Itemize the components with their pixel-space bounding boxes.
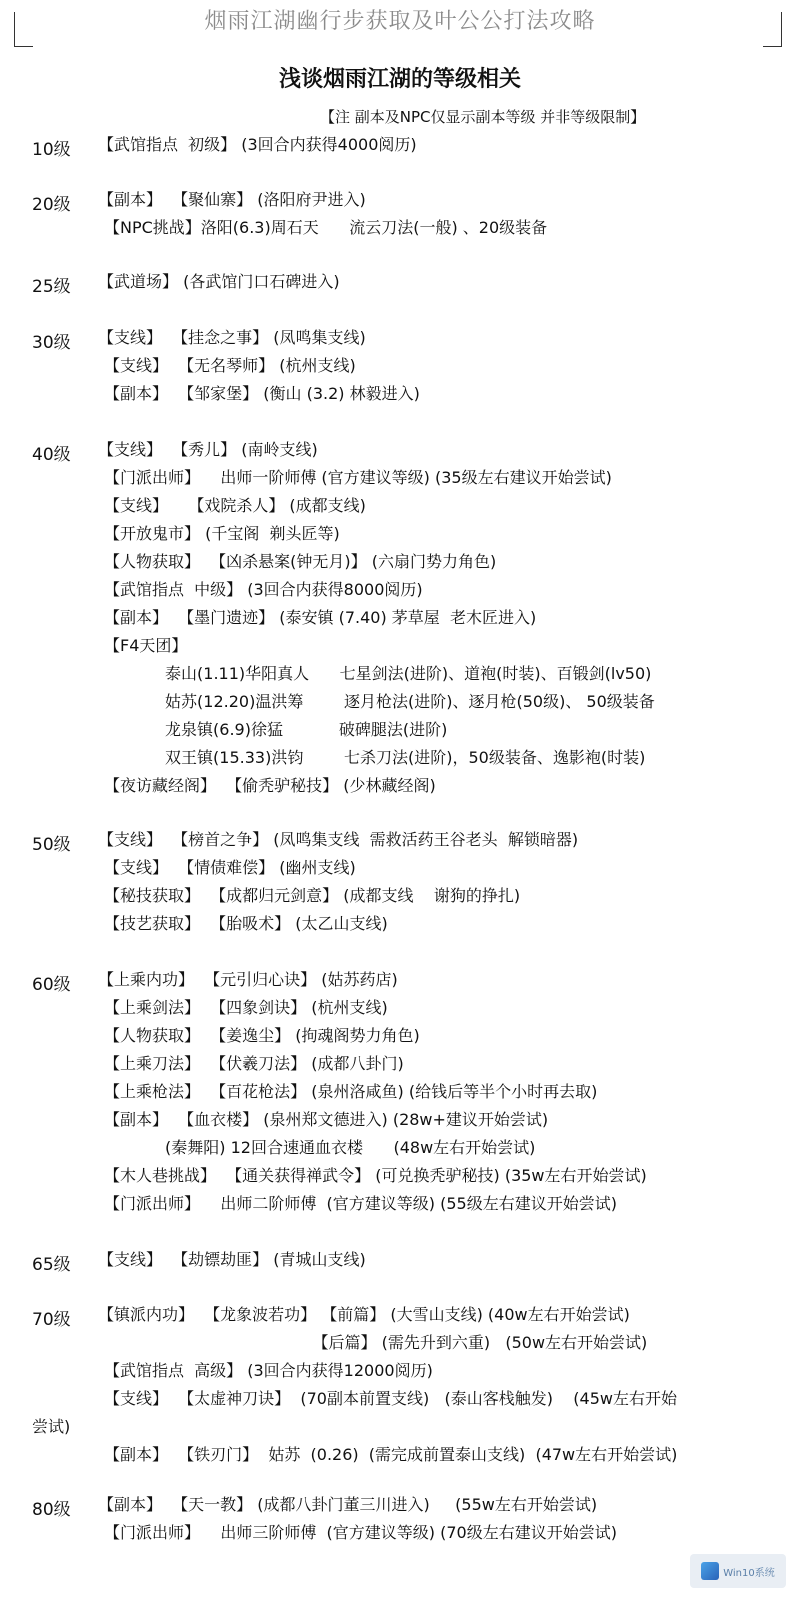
entry-line: 【门派出师】 出师一阶师傅 (官方建议等级) (35级左右建议开始尝试) <box>104 468 612 487</box>
level-label: 80级 <box>32 1500 71 1520</box>
entry-line: 【木人巷挑战】 【通关获得禅武令】 (可兑换秃驴秘技) (35w左右开始尝试) <box>104 1166 647 1185</box>
entry-line: 【NPC挑战】洛阳(6.3)周石天 流云刀法(一般) 、20级装备 <box>104 218 548 237</box>
entry-line: 【镇派内功】 【龙象波若功】 【前篇】 (大雪山支线) (40w左右开始尝试) <box>98 1305 630 1324</box>
entry-line: 【支线】 【秀儿】 (南岭支线) <box>98 440 318 459</box>
entry-line: 【F4天团】 <box>104 636 188 655</box>
entry-line: 【上乘内功】 【元引归心诀】 (姑苏药店) <box>98 970 398 989</box>
entry-line: 【支线】 【榜首之争】 (凤鸣集支线 需救活药王谷老头 解锁暗器) <box>98 830 579 849</box>
watermark-logo-icon <box>701 1562 719 1580</box>
entry-line: 泰山(1.11)华阳真人 七星剑法(进阶)、道袍(时装)、百锻剑(lv50) <box>104 664 652 683</box>
entry-line: 【门派出师】 出师二阶师傅 (官方建议等级) (55级左右建议开始尝试) <box>104 1194 617 1213</box>
entry-line: (秦舞阳) 12回合速通血衣楼 (48w左右开始尝试) <box>104 1138 536 1157</box>
watermark-text: Win10系统 <box>723 1567 775 1579</box>
entry-line: 【夜访藏经阁】 【偷秃驴秘技】 (少林藏经阁) <box>104 776 436 795</box>
entry-line: 姑苏(12.20)温洪筹 逐月枪法(进阶)、逐月枪(50级)、 50级装备 <box>104 692 655 711</box>
doc-title: 浅谈烟雨江湖的等级相关 <box>278 67 521 92</box>
level-label: 60级 <box>32 975 71 995</box>
entry-line: 【上乘刀法】 【伏羲刀法】 (成都八卦门) <box>104 1054 404 1073</box>
entry-line: 【副本】 【血衣楼】 (泉州郑文德进入) (28w+建议开始尝试) <box>104 1110 549 1129</box>
entry-line: 【武馆指点 高级】 (3回合内获得12000阅历) <box>104 1361 433 1380</box>
entry-line: 【副本】 【聚仙寨】 (洛阳府尹进入) <box>98 190 366 209</box>
entry-line: 【支线】 【劫镖劫匪】 (青城山支线) <box>98 1250 366 1269</box>
level-label: 25级 <box>32 277 71 297</box>
page-title: 烟雨江湖幽行步获取及叶公公打法攻略 <box>204 9 596 34</box>
entry-line: 【支线】 【情债难偿】 (幽州支线) <box>104 858 356 877</box>
entry-line: 【副本】 【邹家堡】 (衡山 (3.2) 林毅进入) <box>104 384 420 403</box>
entry-line: 【副本】 【墨门遗迹】 (泰安镇 (7.40) 茅草屋 老木匠进入) <box>104 608 537 627</box>
entry-line: 【武馆指点 中级】 (3回合内获得8000阅历) <box>104 580 423 599</box>
entry-line: 【支线】 【太虚神刀诀】 (70副本前置支线) (泰山客栈触发) (45w左右开始 <box>104 1389 677 1408</box>
entry-line: 【武道场】 (各武馆门口石碑进入) <box>98 272 340 291</box>
level-label: 30级 <box>32 333 71 353</box>
entry-line: 【秘技获取】 【成都归元剑意】 (成都支线 谢狗的挣扎) <box>104 886 521 905</box>
entry-line: 龙泉镇(6.9)徐猛 破碑腿法(进阶) <box>104 720 448 739</box>
entry-line: 【副本】 【铁刃门】 姑苏 (0.26) (需完成前置泰山支线) (47w左右开始尝试) <box>104 1445 678 1464</box>
entry-line: 【后篇】 (需先升到六重) (50w左右开始尝试) <box>104 1333 648 1352</box>
watermark <box>690 1554 786 1588</box>
entry-line: 【上乘剑法】 【四象剑诀】 (杭州支线) <box>104 998 388 1017</box>
entry-line: 【门派出师】 出师三阶师傅 (官方建议等级) (70级左右建议开始尝试) <box>104 1523 617 1542</box>
level-label: 10级 <box>32 140 71 160</box>
entry-line: 【武馆指点 初级】 (3回合内获得4000阅历) <box>98 135 417 154</box>
level-label: 40级 <box>32 445 71 465</box>
entry-line: 【开放鬼市】 (千宝阁 剃头匠等) <box>104 524 340 543</box>
level-label: 65级 <box>32 1255 71 1275</box>
entry-line: 【支线】 【戏院杀人】 (成都支线) <box>104 496 366 515</box>
entry-line: 【人物获取】 【姜逸尘】 (拘魂阁势力角色) <box>104 1026 420 1045</box>
level-label: 50级 <box>32 835 71 855</box>
level-label: 70级 <box>32 1310 71 1330</box>
entry-line: 尝试) <box>32 1417 71 1436</box>
note: 【注 副本及NPC仅显示副本等级 并非等级限制】 <box>320 108 646 126</box>
entry-line: 【技艺获取】 【胎吸术】 (太乙山支线) <box>104 914 388 933</box>
entry-line: 【副本】 【天一教】 (成都八卦门董三川进入) (55w左右开始尝试) <box>98 1495 598 1514</box>
entry-line: 【上乘枪法】 【百花枪法】 (泉州洛咸鱼) (给钱后等半个小时再去取) <box>104 1082 598 1101</box>
level-label: 20级 <box>32 195 71 215</box>
entry-line: 【支线】 【无名琴师】 (杭州支线) <box>104 356 356 375</box>
entry-line: 双王镇(15.33)洪钧 七杀刀法(进阶)，50级装备、逸影袍(时装) <box>104 748 646 767</box>
entry-line: 【支线】 【挂念之事】 (凤鸣集支线) <box>98 328 366 347</box>
entry-line: 【人物获取】 【凶杀悬案(钟无月)】 (六扇门势力角色) <box>104 552 497 571</box>
